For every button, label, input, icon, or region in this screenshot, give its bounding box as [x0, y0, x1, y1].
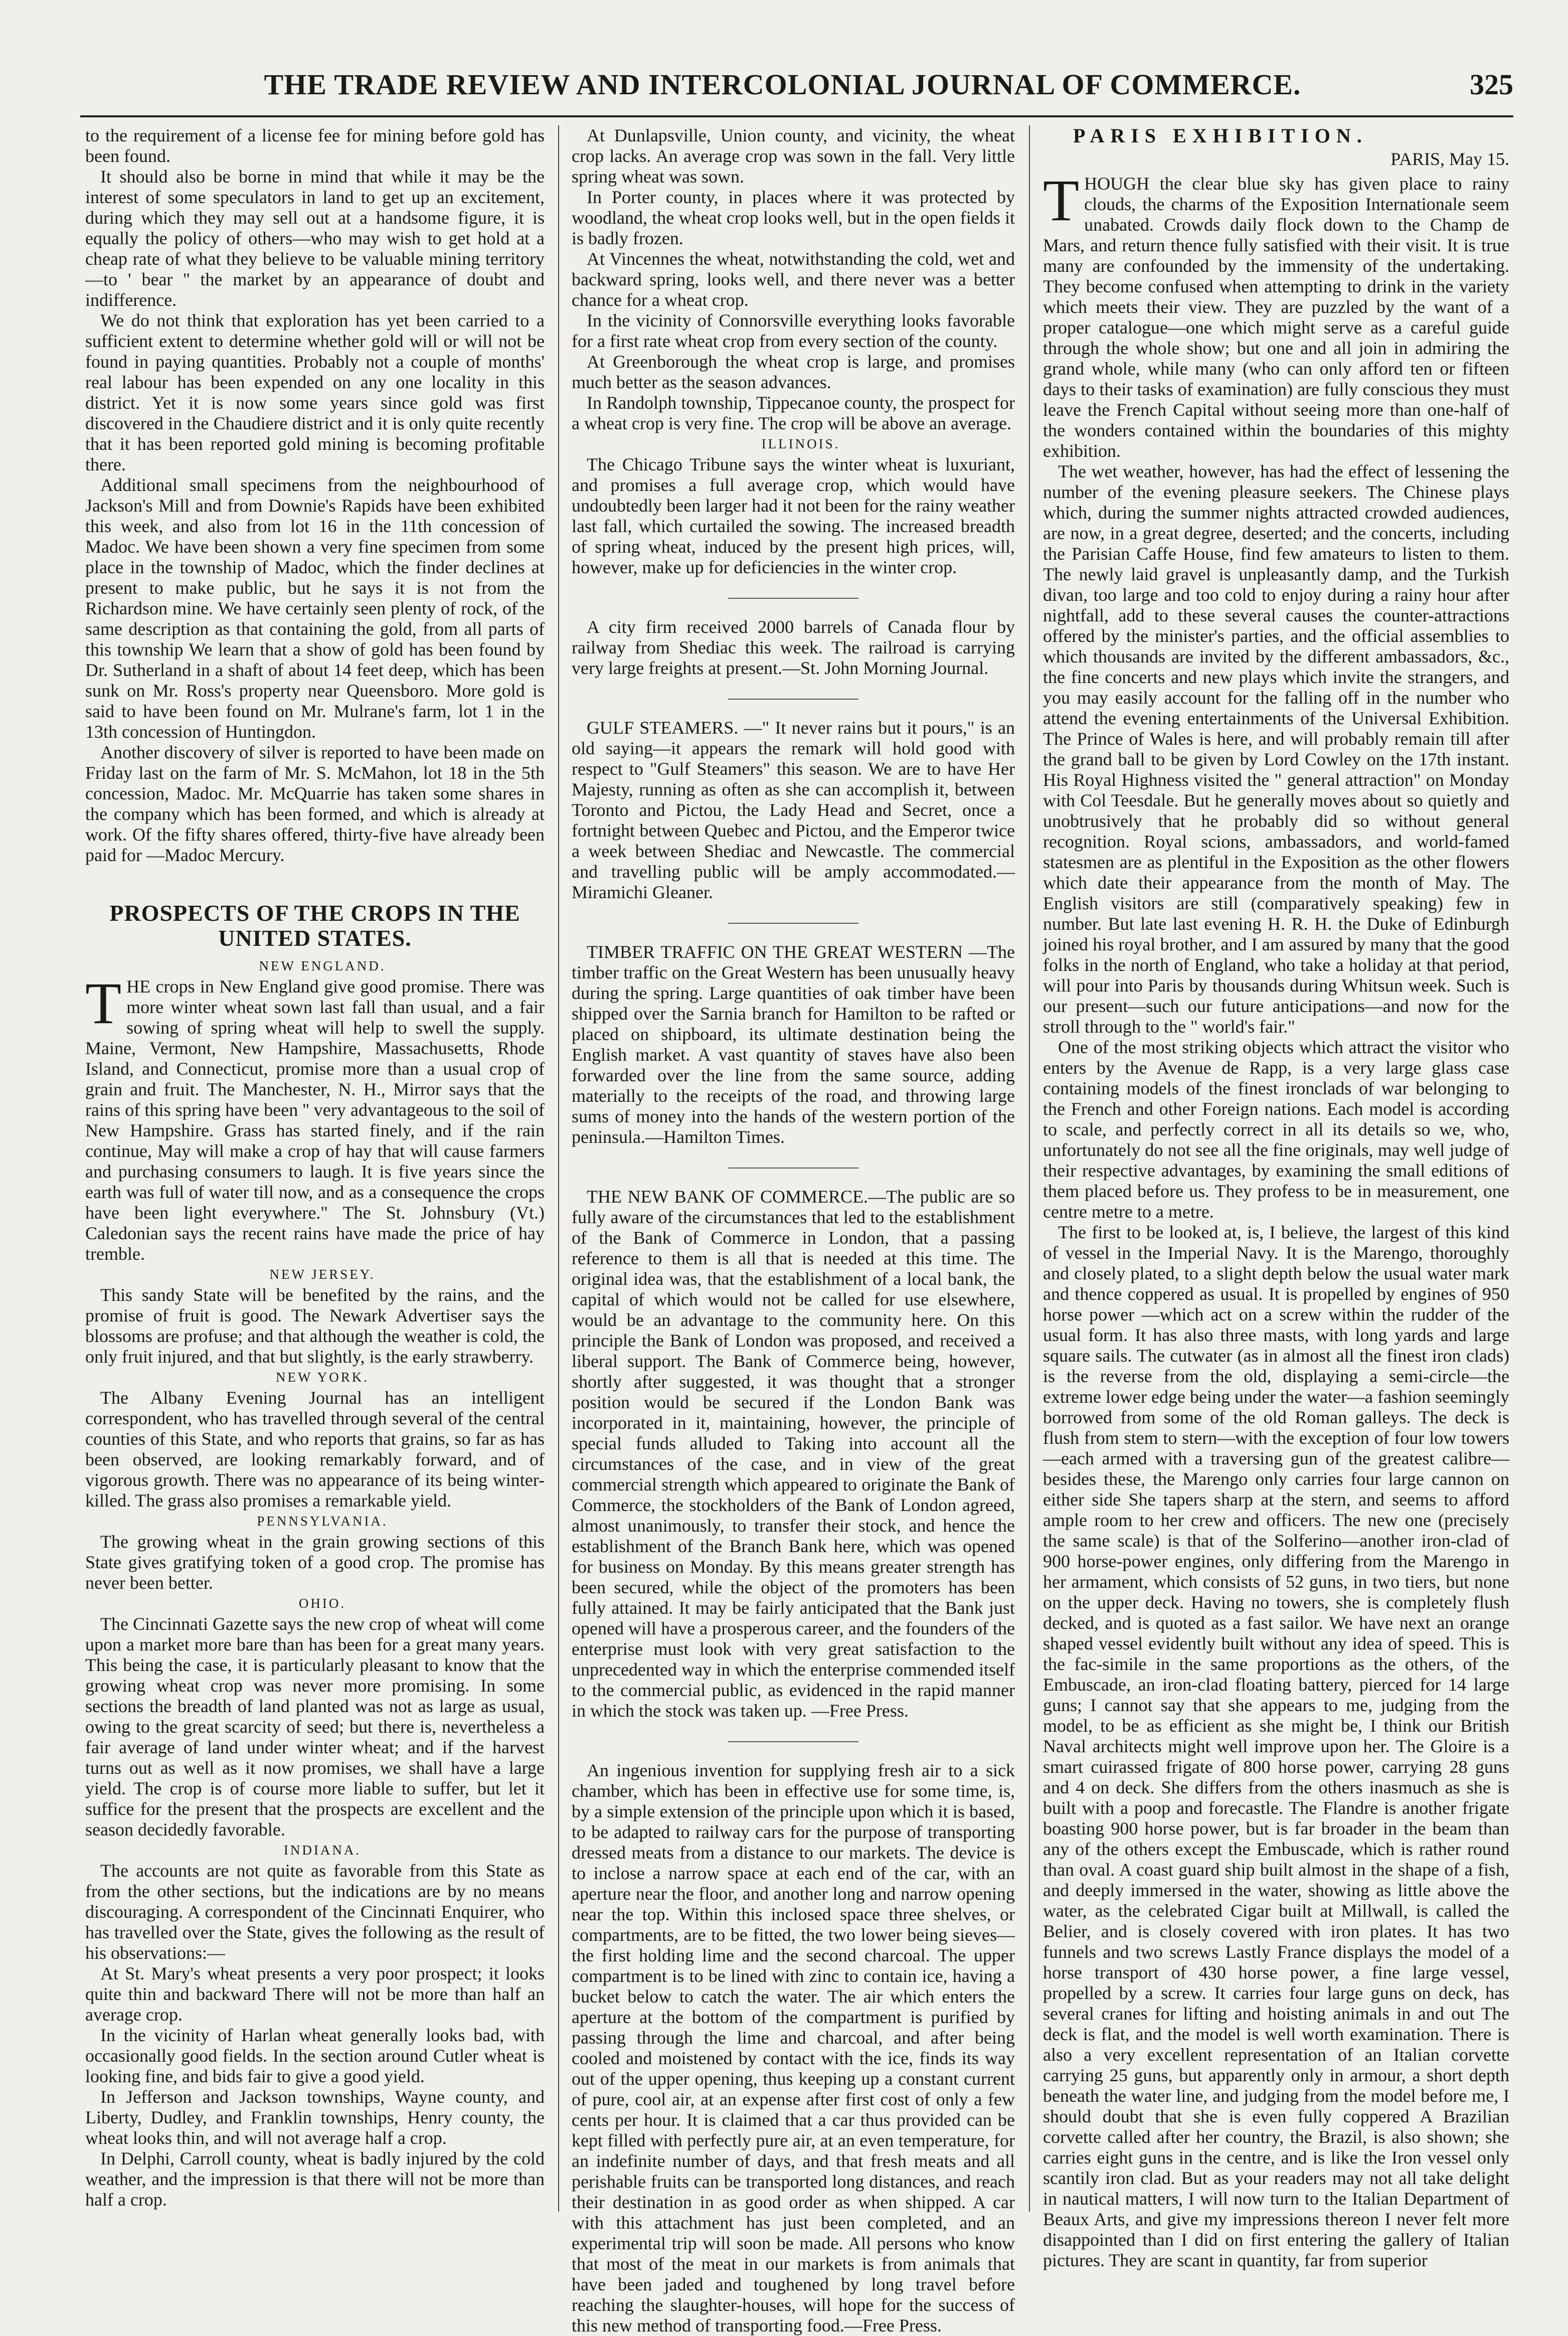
- flour-item: A city firm received 2000 barrels of Canada flour by railway from Shediac this week. The railroad is carrying very large freights at present.—St. John Morning Journal.: [572, 617, 1015, 678]
- article-paragraph: In the vicinity of Connorsville everything looks favorable for a first rate wheat crop from every section of the county.: [572, 310, 1015, 351]
- column-divider: [558, 125, 559, 2212]
- article-paragraph: The accounts are not quite as favorable from this State as from the other sections, but the indications are by no means discouraging. A correspondent of the Cincinnati Enquirer, who has travelled over the State, gives the following as the result of his observations:—: [85, 1861, 545, 1963]
- article-separator: [728, 598, 858, 599]
- subhead-new-york: NEW YORK.: [276, 1370, 369, 1385]
- subhead-illinois: ILLINOIS.: [761, 436, 840, 451]
- article-paragraph: The Albany Evening Journal has an intelligent correspondent, who has travelled through several of the central counties of this State, and who reports that grains, so far as has been observed, are looking remarkably forward, and of vigorous growth. There was no appearance of its being winter-killed. The grass also promises a remarkable yield.: [85, 1388, 545, 1511]
- crops-headline: PROSPECTS OF THE CROPS IN THE UNITED STATES.: [109, 900, 520, 951]
- article-separator: [728, 1741, 858, 1742]
- page-number: 325: [1470, 68, 1513, 101]
- column-3: [1043, 124, 1509, 2270]
- subhead-new-england: NEW ENGLAND.: [259, 958, 386, 973]
- article-paragraph: It should also be borne in mind that while it may be the interest of some speculators in land to get up an excitement, during which they may sell out at a handsome figure, it is equally the policy of others—who may wish to get hold at a cheap rate of what they believe to be valuable mining territory—to ' bear '' the market by an appearance of doubt and indifference.: [85, 166, 545, 310]
- article-paragraph: The wet weather, however, has had the effect of lessening the number of the evening pleasure seekers. The Chinese plays which, during the summer nights attracted crowded audiences, are now, in a great degree, deserted; and the concerts, including the Parisian Caffe House, find few amateurs to listen to them. The newly laid gravel is unpleasantly damp, and the Turkish divan, too large and too cold to enjoy during a rainy hour after nightfall, add to these several causes the counter-attractions offered by the minister's parties, and the official assemblies to which thousands are invited by the different ambassadors, &c., the fine concerts and new plays which invite the strangers, and you may easily account for the falling off in the number who attend the evening entertainments of the Universal Exhibition. The Prince of Wales is here, and will probably remain till after the grand ball to be given by Lord Cowley on the 17th instant. His Royal Highness visited the " general attraction" on Monday with Col Teesdale. But he generally moves about so quietly and unobtrusively that he probably did so without general recognition. Royal scions, ambassadors, and world-famed statesmen are as plentiful in the Exposition as the other flowers which date their appearance from the month of May. The English visitors are still (comparatively speaking) few in number. But late last evening H. R. H. the Duke of Edinburgh joined his royal brother, and I am assured by many that the good folks in the north of England, who take a holiday at that period, will pour into Paris by thousands during Whitsun week. Such is our present—such our future anticipations—and now for the stroll through to the " world's fair.": [1043, 461, 1509, 1037]
- article-separator: [728, 1167, 858, 1169]
- article-paragraph: Another discovery of silver is reported to have been made on Friday last on the farm of Mr. S. McMahon, lot 18 in the 5th concession, Madoc. Mr. McQuarrie has taken some shares in the company which has been formed, and which is already at work. Of the fifty shares offered, thirty-five have already been paid for —Madoc Mercury.: [85, 742, 545, 865]
- drop-cap: T: [85, 970, 122, 1036]
- drop-cap: T: [1043, 168, 1080, 233]
- bank-of-commerce-item: THE NEW BANK OF COMMERCE.—The public are so fully aware of the circumstances that led to the establishment of the Bank of Commerce in London, that a passing reference to them is all that is needed at this time. The original idea was, that the establishment of a local bank, the capital of which would not be called for use elsewhere, would be an advantage to the community here. On this principle the Bank of London was proposed, and received a liberal support. The Bank of Commerce being, however, shortly after suggested, it was thought that a stronger position would be secured if the London Bank was incorporated in it, maintaining, however, the principle of special funds alluded to Taking into account all the circumstances of the case, and in view of the great commercial strength which appeared to originate the Bank of Commerce, the stockholders of the Bank of London agreed, almost unanimously, to transfer their stock, and hence the establishment of the Branch Bank here, which was opened for business on Monday. By this means greater strength has been secured, while the object of the promoters has been fully attained. It may be fairly anticipated that the Bank just opened will have a prosperous career, and the founders of the enterprise must look with very great satisfaction to the unprecedented way in which the enterprise commended itself to the commercial public, as evidenced in the rapid manner in which the stock was taken up. —Free Press.: [572, 1187, 1015, 1721]
- article-paragraph: THE crops in New England give good promise. There was more winter wheat sown last fall than usual, and a fair sowing of spring wheat will help to swell the supply. Maine, Vermont, New Hampshire, Massachusetts, Rhode Island, and Connecticut, promise more than a usual crop of grain and fruit. The Manchester, N. H., Mirror says that the rains of this spring have been '' very advantageous to the soil of New Hampshire. Grass has started finely, and if the rain continue, May will make a crop of hay that will cause farmers and purchasing consumers to laugh. It is five years since the earth was full of water till now, and as a consequence the crops have been light everywhere." The St. Johnsbury (Vt.) Caledonian says the recent rains have made the price of hay tremble.: [85, 970, 545, 1264]
- journal-title: THE TRADE REVIEW AND INTERCOLONIAL JOURNAL OF COMMERCE.: [264, 68, 1301, 101]
- article-separator: [728, 923, 858, 924]
- article-paragraph: The Cincinnati Gazette says the new crop of wheat will come upon a market more bare than has been for a great many years. This being the case, it is particularly pleasant to know that the growing wheat crop was never more promising. In some sections the breadth of land planted was not as large as usual, owing to the great scarcity of seed; but there is, nevertheless a fair average of land under winter wheat; and if the harvest turns out as well as it now promises, we shall have a large yield. The crop is of course more liable to suffer, but let it suffice for the present that the prospects are excellent and the season decidedly favorable.: [85, 1614, 545, 1840]
- subhead-pennsylvania: PENNSYLVANIA.: [257, 1514, 388, 1529]
- article-paragraph: The Chicago Tribune says the winter wheat is luxuriant, and promises a full average crop, which would have undoubtedly been larger had it not been for the rainy weather last fall, which curtailed the sowing. The increased breadth of spring wheat, induced by the present high prices, will, however, make up for deficiencies in the winter crop.: [572, 454, 1015, 577]
- article-paragraph: THOUGH the clear blue sky has given place to rainy clouds, the charms of the Exposition Internationale seem unabated. Crowds daily flock down to the Champ de Mars, and return thence fully satisfied with their visit. It is true many are confounded by the immensity of the undertaking. They become confused when attempting to drink in the variety which meets their view. They are puzzled by the want of a proper catalogue—one which might serve as a careful guide through the whole show; but one and all join in admiring the grand whole, while many (who can only afford ten or fifteen days to their tasks of examination) are fully conscious they must leave the French Capital without seeing more than one-half of the wonders contained within the boundaries of this mighty exhibition.: [1043, 168, 1509, 461]
- article-paragraph: This sandy State will be benefited by the rains, and the promise of fruit is good. The Newark Advertiser says the blossoms are profuse; and that although the weather is cold, the only fruit injured, and that but slightly, is the early strawberry.: [85, 1285, 545, 1367]
- article-paragraph: In Porter county, in places where it was protected by woodland, the wheat crop looks well, but in the open fields it is badly frozen.: [572, 187, 1015, 248]
- article-paragraph: to the requirement of a license fee for mining before gold has been found.: [85, 125, 545, 166]
- article-paragraph: Additional small specimens from the neighbourhood of Jackson's Mill and from Downie's Rapids have been exhibited this week, and also from lot 16 in the 11th concession of Madoc. We have been shown a very fine specimen from some place in the township of Madoc, which the finder declines at present to make public, but he says it is not from the Richardson mine. We have certainly seen plenty of rock, of the same description as that containing the gold, from all parts of this township We learn that a show of gold has been found by Dr. Sutherland in a shaft of about 14 feet deep, which has been sunk on Mr. Ross's property near Queensboro. More gold is said to have been found on Mr. Mulrane's farm, lot 1 in the 13th concession of Huntingdon.: [85, 475, 545, 742]
- column-2: [572, 125, 1015, 2335]
- article-paragraph: In Delphi, Carroll county, wheat is badly injured by the cold weather, and the impression is that there will not be more than half a crop.: [85, 2148, 545, 2210]
- column-1: [85, 125, 545, 2222]
- article-paragraph: At Greenborough the wheat crop is large, and promises much better as the season advances.: [572, 352, 1015, 392]
- article-paragraph: At Dunlapsville, Union county, and vicinity, the wheat crop lacks. An average crop was sown in the fall. Very little spring wheat was sown.: [572, 125, 1015, 187]
- dateline: PARIS, May 15.: [1390, 149, 1509, 169]
- article-paragraph: At Vincennes the wheat, notwithstanding the cold, wet and backward spring, looks well, and there never was a better chance for a wheat crop.: [572, 249, 1015, 310]
- paris-exhibition-headline: PARIS EXHIBITION.: [1073, 124, 1368, 147]
- subhead-new-jersey: NEW JERSEY.: [269, 1267, 376, 1282]
- article-paragraph: In the vicinity of Harlan wheat generally looks bad, with occasionally good fields. In the section around Cutler wheat is looking fine, and bids fair to give a good yield.: [85, 2025, 545, 2086]
- article-paragraph: The growing wheat in the grain growing sections of this State gives gratifying token of a good crop. The promise has never been better.: [85, 1532, 545, 1593]
- masthead: [75, 59, 1513, 109]
- article-paragraph: We do not think that exploration has yet been carried to a sufficient extent to determine whether gold will or will not be found in paying quantities. Probably not a couple of months' real labour has been expended on any one locality in this district. Yet it is now some years since gold was first discovered in the Chaudiere district and it is only quite recently that it has been reported gold mining is becoming profitable there.: [85, 310, 545, 474]
- article-paragraph: In Randolph township, Tippecanoe county, the prospect for a wheat crop is very fine. The crop will be above an average.: [572, 393, 1015, 433]
- article-paragraph: The first to be looked at, is, I believe, the largest of this kind of vessel in the Imperial Navy. It is the Marengo, thoroughly and closely plated, to a slight depth below the usual water mark and thence coppered as usual. It is propelled by engines of 950 horse power —which act on a screw within the rudder of the usual form. It has also three masts, with long yards and large square sails. The cutwater (as in almost all the finest iron clads) is the reverse from the old, displaying a semi-circle—the extreme lower edge being under the water—a fashion seemingly borrowed from some of the old Roman galleys. The deck is flush from stem to stern—with the exception of four low towers—each armed with a traversing gun of the greatest calibre—besides these, the Marengo only carries four large cannon on either side She tapers sharp at the stern, and seems to afford ample room to her crew and officers. The new one (precisely the same scale) is that of the Solferino—another iron-clad of 900 horse-power engines, only differing from the Marengo in her armament, which consists of 52 guns, in two tiers, but none on the upper deck. Having no towers, she is completely flush decked, and is quoted as a fast sailor. We have next an orange shaped vessel evidently built without any idea of speed. This is the fac-simile in the same proportions as the others, of the Embuscade, an iron-clad floating battery, pierced for 14 large guns; I cannot say that she appears to me, judging from the model, to be as efficient as she might be, I think our British Naval architects might well improve upon her. The Gloire is a smart cuirassed frigate of 800 horse power, carrying 28 guns and 4 on deck. She differs from the others inasmuch as she is built with a poop and forecastle. The Flandre is another frigate boasting 900 horse power, but is far broader in the beam than any of the others except the Embuscade, which is rather round than oval. A coast guard ship built almost in the shape of a fish, and deeply immersed in the water, showing as little above the water, as the celebrated Cigar built at Millwall, is called the Belier, and is closely covered with iron plates. It has two funnels and two screws Lastly France displays the model of a horse transport of 430 horse power, a fine large vessel, propelled by a screw. It carries four large guns on deck, has several cranes for lifting and hoisting animals in and out The deck is flat, and the model is well worth examination. There is also a very excellent representation of an Italian corvette carrying 25 guns, but apparently only in armour, a short depth beneath the water line, and judging from the model before me, I should doubt that she is even fully coppered A Brazilian corvette called after her country, the Brazil, is also shown; she carries eight guns in the centre, and is like the Iron vessel only scantily iron clad. But as your readers may not all take delight in nautical matters, I will now turn to the Italian Department of Beaux Arts, and give my impressions thereon I never felt more disappointed than I did on first entering the gallery of Italian pictures. They are scant in quantity, far from superior: [1043, 1222, 1509, 2270]
- gulf-steamers-item: GULF STEAMERS. —" It never rains but it pours," is an old saying—it appears the remark will hold good with respect to "Gulf Steamers" this season. We are to have Her Majesty, running as often as she can accomplish it, between Toronto and Pictou, the Lady Head and Secret, once a fortnight between Quebec and Pictou, and the Emperor twice a week between Shediac and Newcastle. The commercial and travelling public will be amply accommodated.—Miramichi Gleaner.: [572, 718, 1015, 902]
- article-paragraph: In Jefferson and Jackson townships, Wayne county, and Liberty, Dudley, and Franklin townships, Henry county, the wheat looks thin, and will not average half a crop.: [85, 2087, 545, 2148]
- timber-traffic-item: TIMBER TRAFFIC ON THE GREAT WESTERN —The timber traffic on the Great Western has been unusually heavy during the spring. Large quantities of oak timber have been shipped over the Sarnia branch for Hamilton to be rafted or placed on shipboard, its ultimate destination being the English market. A vast quantity of staves have also been forwarded over the line from the same source, adding materially to the receipts of the road, and throwing large sums of money into the hands of the western portion of the peninsula.—Hamilton Times.: [572, 942, 1015, 1147]
- article-paragraph: At St. Mary's wheat presents a very poor prospect; it looks quite thin and backward There will not be more than half an average crop.: [85, 1963, 545, 2025]
- header-rule: [80, 115, 1513, 117]
- fresh-air-item: An ingenious invention for supplying fresh air to a sick chamber, which has been in effective use for some time, is, by a simple extension of the principle upon which it is based, to be adapted to railway cars for the purpose of transporting dressed meats from a distance to our markets. The device is to inclose a narrow space at each end of the car, with an aperture near the floor, and another long and narrow opening near the top. Within this inclosed space three shelves, or compartments, are to be fitted, the two lower being sieves—the first holding lime and the second charcoal. The upper compartment is to be lined with zinc to contain ice, having a bucket below to catch the water. The air which enters the aperture at the bottom of the compartment is purified by passing through the lime and charcoal, and after being cooled and moistened by contact with the ice, finds its way out of the upper opening, thus keeping up a constant current of pure, cool air, at an expense after first cost of only a few cents per hour. It is claimed that a car thus provided can be kept filled with perfectly pure air, at an even temperature, for an indefinite number of days, and that fresh meats and all perishable fruits can be transported long distances, and reach their destination in as good order as when shipped. A car with this attachment has just been completed, and an experimental trip will soon be made. All persons who know that most of the meat in our markets is from animals that have been jaded and toughened by long travel before reaching the slaughter-houses, will hope for the success of this new method of transporting food.—Free Press.: [572, 1760, 1015, 2335]
- column-divider: [1029, 125, 1030, 2212]
- subhead-ohio: OHIO.: [298, 1596, 346, 1611]
- article-paragraph: One of the most striking objects which attract the visitor who enters by the Avenue de Rapp, is a very large glass case containing models of the finest ironclads of war belonging to the French and other Foreign nations. Each model is according to scale, and perfectly correct in all its details so we, who, unfortunately do not see all the fine originals, may well judge of their respective advantages, by examining the small editions of them placed before us. They profess to be in measurement, one centre metre to a metre.: [1043, 1037, 1509, 1222]
- subhead-indiana: INDIANA.: [283, 1843, 362, 1858]
- article-separator: [728, 699, 858, 700]
